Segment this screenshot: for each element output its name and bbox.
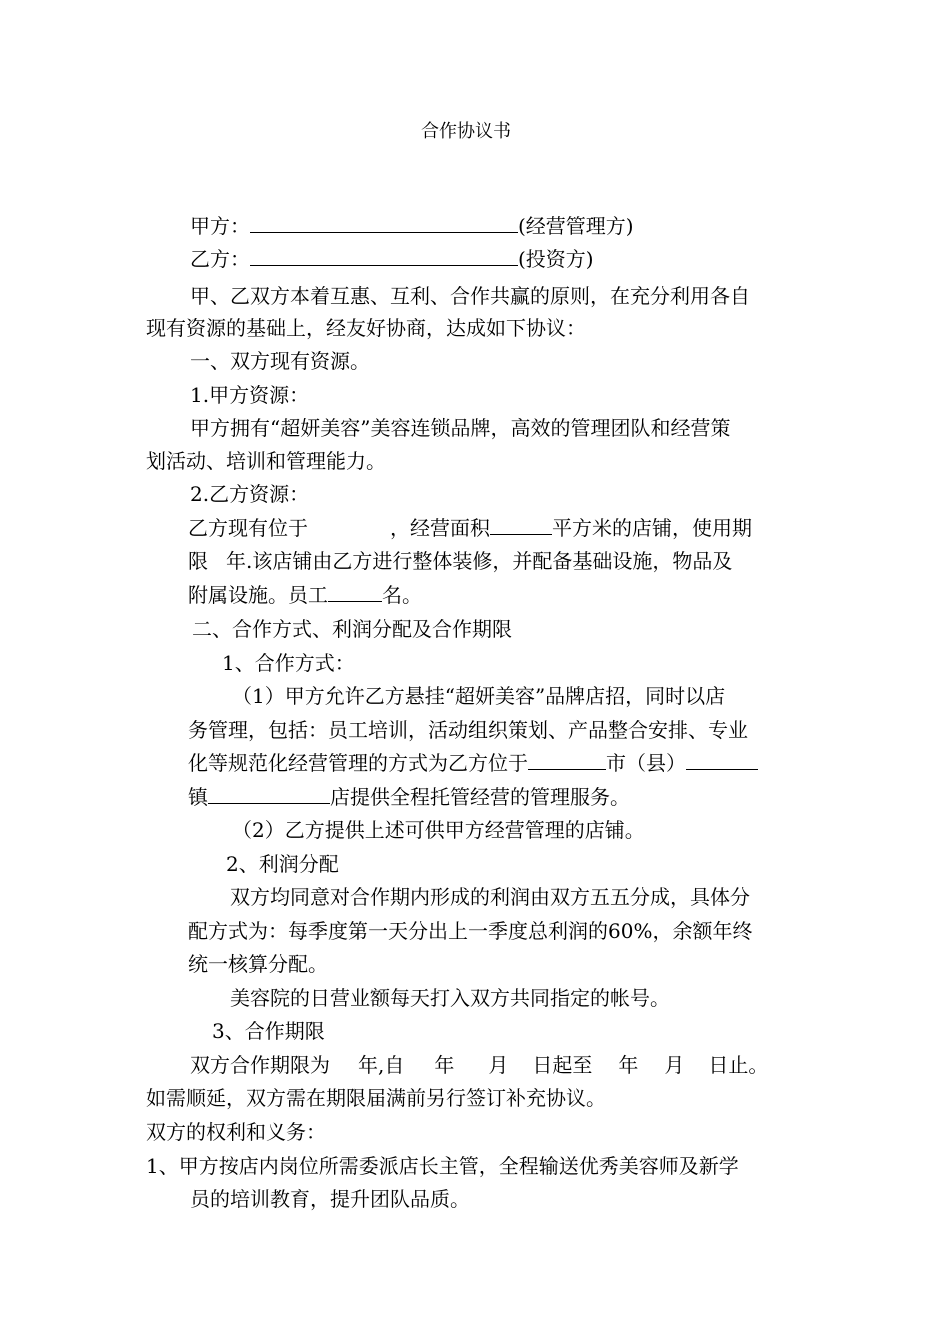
party-b-resources-line-1 bbox=[188, 514, 752, 542]
rights-heading: 双方的权利和义务： bbox=[146, 1120, 326, 1144]
term-line-2: 如需顺延，双方需在期限届满前另行签订补充协议。 bbox=[146, 1086, 606, 1110]
area-blank bbox=[490, 514, 552, 535]
staff-count-blank bbox=[328, 581, 382, 602]
text-fragment: 日止。 bbox=[708, 1053, 769, 1077]
text-fragment: 月 bbox=[664, 1053, 685, 1077]
profit-line-2: 配方式为：每季度第一天分出上一季度总利润的60%，余额年终 bbox=[188, 919, 753, 943]
section-2-2-heading: 2、利润分配 bbox=[226, 852, 339, 876]
text-fragment: ，经营面积 bbox=[390, 516, 490, 540]
section-2-3-heading: 3、合作期限 bbox=[212, 1019, 325, 1043]
party-b-role: (投资方) bbox=[518, 247, 594, 271]
profit-line-4: 美容院的日营业额每天打入双方共同指定的帐号。 bbox=[230, 986, 670, 1010]
text-fragment: 日起至 bbox=[532, 1053, 593, 1077]
text-fragment: 年,自 bbox=[358, 1053, 405, 1077]
party-a-blank bbox=[250, 212, 518, 233]
party-a-line bbox=[190, 212, 634, 240]
party-a-resources-line-2: 划活动、培训和管理能力。 bbox=[146, 449, 386, 473]
text-fragment: 限 bbox=[188, 549, 208, 573]
text-fragment: 名。 bbox=[382, 583, 422, 607]
text-fragment: 双方合作期限为 bbox=[190, 1053, 330, 1077]
party-a-resources-line-1: 甲方拥有“超妍美容”美容连锁品牌，高效的管理团队和经营策 bbox=[190, 416, 731, 440]
party-b-resources-line-3 bbox=[188, 581, 422, 609]
intro-line-2: 现有资源的基础上，经友好协商，达成如下协议： bbox=[146, 316, 586, 340]
profit-line-1: 双方均同意对合作期内形成的利润由双方五五分成，具体分 bbox=[230, 885, 750, 909]
city-blank bbox=[528, 749, 606, 770]
intro-line-1: 甲、乙双方本着互惠、互利、合作共赢的原则，在充分利用各自 bbox=[190, 284, 750, 308]
cooperation-line-5: （2）乙方提供上述可供甲方经营管理的店铺。 bbox=[232, 818, 645, 842]
profit-line-3: 统一核算分配。 bbox=[188, 952, 328, 976]
cooperation-line-4 bbox=[188, 783, 630, 811]
cooperation-line-1: （1）甲方允许乙方悬挂“超妍美容”品牌店招，同时以店 bbox=[232, 684, 726, 708]
term-line-1 bbox=[190, 1051, 768, 1079]
text-fragment: 月 bbox=[488, 1053, 509, 1077]
party-b-blank bbox=[250, 245, 518, 266]
rights-item-1-line-1: 1、甲方按店内岗位所需委派店长主管，全程输送优秀美容师及新学 bbox=[146, 1154, 739, 1178]
text-fragment: 化等规范化经营管理的方式为乙方位于 bbox=[188, 751, 528, 775]
town-blank bbox=[208, 783, 330, 804]
party-a-role: (经营管理方) bbox=[518, 214, 634, 238]
section-2-1-heading: 1、合作方式： bbox=[222, 651, 355, 675]
text-fragment: 店提供全程托管经营的管理服务。 bbox=[330, 785, 630, 809]
rights-item-1-line-2: 员的培训教育，提升团队品质。 bbox=[190, 1187, 470, 1211]
party-b-resources-line-2 bbox=[188, 547, 732, 575]
party-b-line bbox=[190, 245, 594, 273]
text-fragment: 乙方现有位于 bbox=[188, 516, 308, 540]
text-fragment: 年.该店铺由乙方进行整体装修，并配备基础设施，物品及 bbox=[226, 549, 733, 573]
section-1-heading: 一、双方现有资源。 bbox=[190, 349, 370, 373]
text-fragment: 平方米的店铺，使用期 bbox=[552, 516, 752, 540]
section-2-heading: 二、合作方式、利润分配及合作期限 bbox=[192, 617, 512, 641]
section-1-2-heading: 2.乙方资源： bbox=[190, 482, 310, 506]
party-b-label: 乙方： bbox=[190, 247, 250, 271]
text-fragment: 年 bbox=[618, 1053, 639, 1077]
document-title: 合作协议书 bbox=[421, 121, 511, 142]
cooperation-line-3 bbox=[188, 749, 758, 777]
cooperation-line-2: 务管理，包括：员工培训，活动组织策划、产品整合安排、专业 bbox=[188, 718, 748, 742]
text-fragment: 附属设施。员工 bbox=[188, 583, 328, 607]
text-fragment: 镇 bbox=[188, 785, 208, 809]
county-blank bbox=[686, 749, 758, 770]
section-1-1-heading: 1.甲方资源： bbox=[190, 383, 310, 407]
text-fragment: 市（县） bbox=[606, 751, 686, 775]
text-fragment: 年 bbox=[434, 1053, 455, 1077]
party-a-label: 甲方： bbox=[190, 214, 250, 238]
